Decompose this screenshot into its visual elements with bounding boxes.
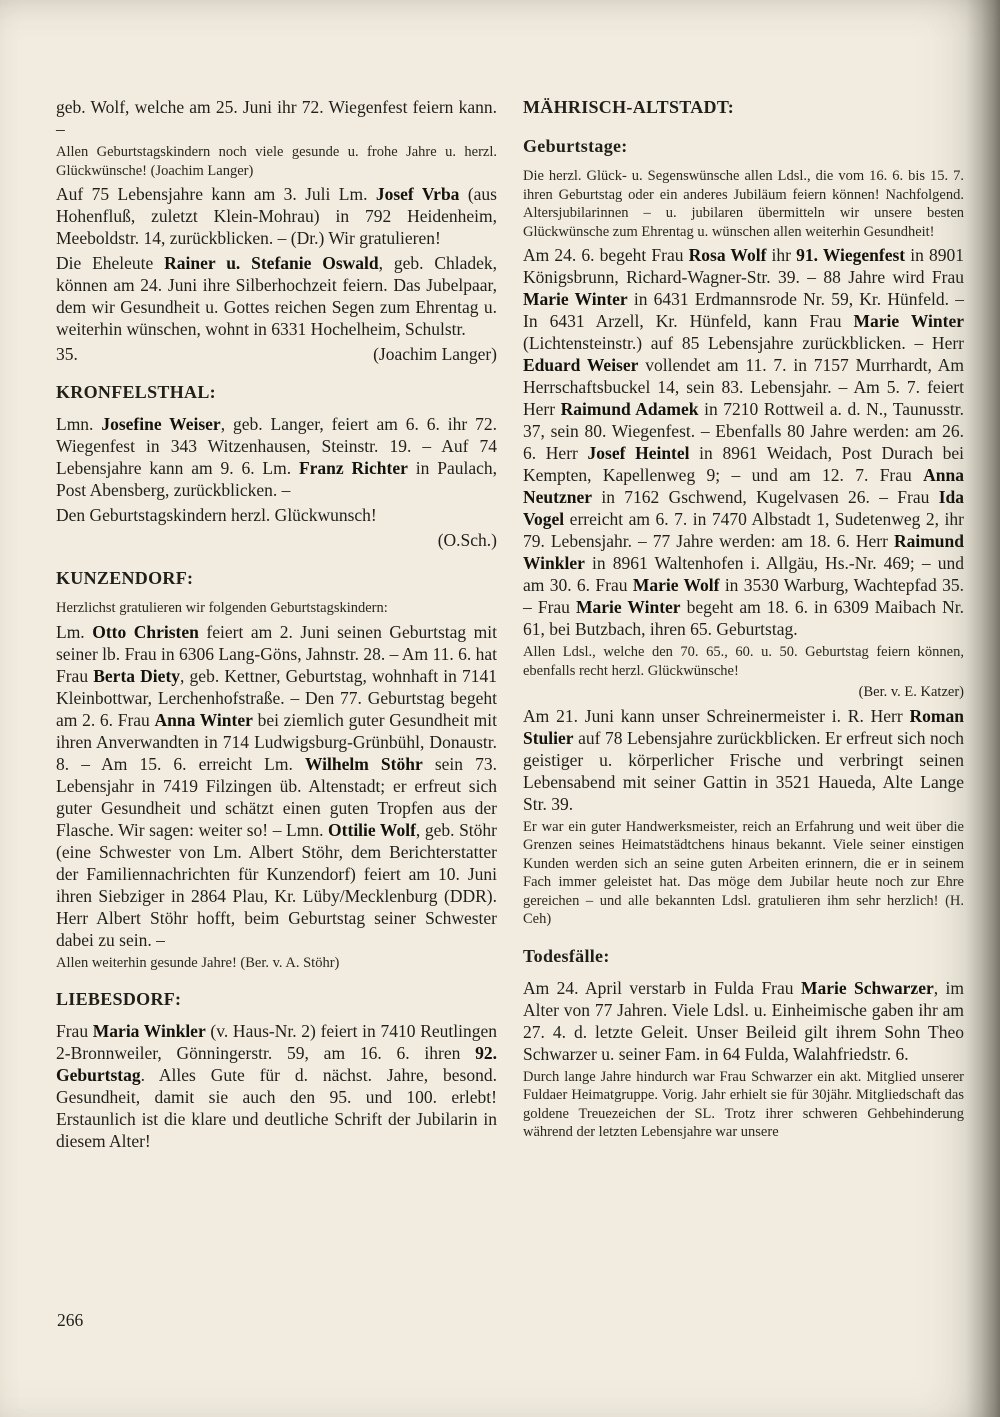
person-name-bold: Rosa Wolf bbox=[688, 245, 767, 265]
body-text: in 3530 Warburg, Wachtepfad 35. – Frau bbox=[523, 575, 964, 617]
paragraph bbox=[523, 705, 964, 815]
body-text: Allen Ldsl., welche den 70. 65., 60. u. 50. Geburtstag feiern können, ebenfalls recht herzl. Glückwünsche! bbox=[523, 644, 964, 679]
paragraph bbox=[56, 96, 497, 140]
person-name-bold: Raimund Adamek bbox=[560, 399, 699, 419]
left-column bbox=[56, 96, 497, 1155]
paragraph bbox=[523, 977, 964, 1065]
body-text: . Alles Gute für d. nächst. Jahre, besond. Gesundheit, damit sie auch den 95. und 100. erlebt! Erstaunlich ist die klare und deutliche Schrift der Jubilarin in diesem Alter! bbox=[56, 1065, 497, 1151]
paragraph bbox=[56, 621, 497, 951]
person-name-bold: Ottilie Wolf bbox=[328, 819, 416, 840]
body-text: Auf 75 Lebensjahre kann am 3. Juli Lm. bbox=[56, 184, 376, 204]
page-number: 266 bbox=[57, 1310, 84, 1330]
body-text: Am 24. April verstarb in Fulda Frau bbox=[523, 977, 801, 998]
paragraph bbox=[56, 143, 497, 180]
paragraph bbox=[523, 643, 964, 680]
body-text: , geb. Stöhr (eine Schwester von Lm. Albert Stöhr, dem Berichterstatter der Familiennachrichten für Kunzendorf) feiert am 10. Juni ihren Siebziger in 2864 Plau, Kr. Lüby/Mecklenburg (DDR). Herr Albert Stöhr hofft, beim Geburtstag seiner Schwester dabei zu sein. – bbox=[56, 819, 497, 950]
body-text: in 8961 Weidach, Post Durach bei Kempten, Kapellenweg 9; – und am 12. 7. Frau bbox=[523, 443, 964, 485]
paragraph bbox=[56, 1020, 497, 1152]
person-name-bold: Maria Winkler bbox=[92, 1021, 206, 1041]
two-column-text-area bbox=[56, 96, 964, 1155]
paragraph bbox=[56, 954, 497, 973]
section-heading: Todesfälle: bbox=[523, 945, 610, 966]
signature-text: (O.Sch.) bbox=[437, 530, 497, 550]
body-text: Er war ein guter Handwerksmeister, reich an Erfahrung und weit über die Grenzen seines Heimatstädtchens hinaus bekannt. Viele seiner einstigen Kunden werden sich an seine guten Arbeiten erinnern, die er in seinem Fach immer geleistet hat. Das möge dem Jubilar heute noch zur Ehre gereichen – und alle bekannten Ldsl. gratulieren ihm sehr herzlich! (H. Ceh) bbox=[523, 818, 964, 927]
body-text: sein 73. Lebensjahr in 7419 Filzingen üb. Altenstadt; er erfreut sich guter Gesundheit und schätzt einen guten Tropfen aus der Flasche. Wir sagen: weiter so! – Lmn. bbox=[56, 753, 497, 840]
body-text: (aus Hohenfluß, zuletzt Klein-Mohrau) in 792 Heidenheim, Meeboldstr. 14, zurückblicken. – (Dr.) Wir gratulieren! bbox=[56, 184, 497, 248]
body-text: in 8961 Waltenhofen i. Allgäu, Hs.-Nr. 469; – und am 30. 6. Frau bbox=[523, 553, 964, 595]
section-heading: KUNZENDORF: bbox=[56, 568, 194, 588]
signature-line bbox=[56, 343, 497, 365]
person-name-bold: Marie Winter bbox=[576, 597, 681, 617]
paragraph bbox=[56, 413, 497, 501]
body-text: Am 24. 6. begeht Frau bbox=[523, 245, 689, 265]
body-text: (Lichtensteinstr.) auf 85 Lebensjahre zurückblicken. – Herr bbox=[523, 333, 964, 353]
body-text: , geb. Langer, feiert am 6. 6. ihr 72. Wiegenfest in 343 Witzenhausen, Steinstr. 19. – Auf 74 Lebensjahre kann am 9. 6. Lm. bbox=[56, 414, 497, 478]
section-heading: LIEBESDORF: bbox=[56, 989, 182, 1009]
section-heading: Geburtstage: bbox=[523, 136, 628, 156]
paragraph bbox=[56, 183, 497, 249]
body-text: in 7162 Gschwend, Kugelvasen 26. – Frau bbox=[592, 487, 939, 507]
person-name-bold: Marie Winter bbox=[853, 311, 964, 331]
person-name-bold: Berta Diety bbox=[93, 665, 181, 686]
line-left-text: 35. bbox=[56, 344, 78, 364]
paragraph bbox=[523, 1068, 964, 1142]
body-text: Den Geburtstagskindern herzl. Glückwunsch! bbox=[56, 505, 377, 525]
person-name-bold: Marie Wolf bbox=[632, 575, 720, 595]
body-text: Herzlichst gratulieren wir folgenden Geburtstagskindern: bbox=[56, 600, 388, 616]
body-text: auf 78 Lebensjahre zurückblicken. Er erfreut sich noch geistiger u. körperlicher Frische und verbringt seinen Lebensabend mit seiner Gattin in 3521 Haueda, Alte Lange Str. 39. bbox=[523, 727, 964, 814]
person-name-bold: Wilhelm Stöhr bbox=[304, 753, 423, 774]
person-name-bold: 91. Wiegenfest bbox=[796, 245, 906, 265]
person-name-bold: Eduard Weiser bbox=[523, 355, 639, 375]
paragraph bbox=[56, 599, 497, 618]
section-heading: MÄHRISCH-ALTSTADT: bbox=[523, 97, 735, 117]
body-text: , geb. Kettner, Geburtstag, wohnhaft in 7141 Kleinbottwar, Lerchenhofstraße. – Den 77. Geburtstag begeht am 2. 6. Frau bbox=[56, 665, 497, 730]
body-text: in 7210 Rottweil a. d. N., Taunusstr. 37, sein 80. Wiegenfest. – Ebenfalls 80 Jahre werden: am 26. 6. Herr bbox=[523, 399, 965, 463]
body-text: Allen weiterhin gesunde Jahre! (Ber. v. A. Stöhr) bbox=[56, 954, 340, 971]
body-text: Die herzl. Glück- u. Segenswünsche allen Ldsl., die vom 16. 6. bis 15. 7. ihren Geburtstag oder ein anderes Jubiläum feiern können! Nachfolgend. Altersjubilarinnen – u. jubilaren übermitteln wir unsere besten Glückwünsche zum Ehrentag u. wünschen allen weiterhin Gesundheit! bbox=[523, 168, 964, 240]
body-text: in Paulach, Post Abensberg, zurückblicken. – bbox=[56, 458, 497, 500]
body-text: feiert am 2. Juni seinen Geburtstag mit seiner lb. Frau in 6306 Lang-Göns, Jahnstr. 28. – Am 11. 6. hat Frau bbox=[56, 621, 497, 686]
signature-text: (Ber. v. E. Katzer) bbox=[858, 684, 964, 700]
signature-text: (Joachim Langer) bbox=[373, 344, 497, 364]
paragraph bbox=[56, 252, 497, 340]
body-text: Die Eheleute bbox=[56, 253, 165, 273]
person-name-bold: Josef Heintel bbox=[587, 443, 690, 463]
body-text: begeht am 18. 6. in 6309 Maibach Nr. 61, bei Butzbach, ihren 65. Geburtstag. bbox=[523, 597, 964, 639]
body-text: Lm. bbox=[56, 621, 93, 642]
person-name-bold: Anna Neutzner bbox=[523, 465, 964, 507]
body-text: Allen Geburtstagskindern noch viele gesunde u. frohe Jahre u. herzl. Glückwünsche! (Joachim Langer) bbox=[56, 144, 497, 179]
body-text: Durch lange Jahre hindurch war Frau Schwarzer ein akt. Mitglied unserer Fuldaer Heimatgruppe. Vorig. Jahr erhielt sie für 30jähr. Mitgliedschaft das goldene Treuezeichen der SL. Trotz ihrer schweren Gehbehinderung während der letzten Lebensjahre war unsere bbox=[523, 1068, 964, 1140]
section-heading: KRONFELSTHAL: bbox=[56, 382, 216, 402]
body-text: Am 21. Juni kann unser Schreinermeister i. R. Herr bbox=[523, 705, 910, 726]
page-edge-shadow bbox=[966, 0, 1000, 1417]
paragraph bbox=[523, 244, 964, 640]
person-name-bold: Ida Vogel bbox=[523, 487, 964, 529]
person-name-bold: Anna Winter bbox=[154, 709, 253, 730]
body-text: vollendet am 11. 7. in 7157 Murrhardt, Am Herrschaftsbuckel 14, sein 83. Lebensjahr. – Am 5. 7. feiert Herr bbox=[523, 355, 964, 419]
body-text: (v. Haus-Nr. 2) feiert in 7410 Reutlingen 2-Bronnweiler, Gönningerstr. 59, am 16. 6. ihren bbox=[56, 1021, 497, 1063]
person-name-bold: Rainer u. Stefanie Oswald bbox=[164, 253, 379, 273]
body-text: , geb. Chladek, können am 24. Juni ihre Silberhochzeit feiern. Das Jubelpaar, dem wir Gesundheit u. Gottes reichen Segen zum Ehrentag u. weiterhin wünschen, wohnt in 6331 Hochelheim, Schulstr. bbox=[56, 253, 498, 339]
body-text: , im Alter von 77 Jahren. Viele Ldsl. u. Einheimische gaben ihr am 27. 4. d. letzte Geleit. Unser Beileid gilt ihrem Sohn Theo Schwarzer u. seiner Fam. in 64 Fulda, Walahfriedstr. 6. bbox=[523, 977, 965, 1064]
signature-line bbox=[523, 683, 964, 702]
body-text: Frau bbox=[56, 1021, 93, 1041]
right-column bbox=[523, 96, 964, 1155]
person-name-bold: Josefine Weiser bbox=[101, 414, 221, 434]
body-text: in 8901 Königsbrunn, Richard-Wagner-Str. 39. – 88 Jahre wird Frau bbox=[523, 245, 965, 287]
person-name-bold: 92. Geburtstag bbox=[56, 1043, 497, 1085]
paragraph bbox=[56, 504, 497, 526]
body-text: in 6431 Erdmannsrode Nr. 59, Kr. Hünfeld. – In 6431 Arzell, Kr. Hünfeld, kann Frau bbox=[523, 289, 964, 331]
body-text: geb. Wolf, welche am 25. Juni ihr 72. Wiegenfest feiern kann. – bbox=[56, 97, 497, 139]
body-text: Lmn. bbox=[56, 414, 102, 434]
person-name-bold: Raimund Winkler bbox=[523, 531, 964, 573]
person-name-bold: Otto Christen bbox=[92, 621, 199, 642]
person-name-bold: Franz Richter bbox=[298, 458, 408, 478]
signature-line bbox=[56, 529, 497, 551]
person-name-bold: Josef Vrba bbox=[375, 184, 460, 204]
person-name-bold: Roman Stulier bbox=[523, 705, 964, 748]
body-text: ihr bbox=[766, 245, 797, 265]
person-name-bold: Marie Schwarzer bbox=[800, 977, 934, 998]
body-text: erreicht am 6. 7. in 7470 Albstadt 1, Sudetenweg 2, ihr 79. Lebensjahr. – 77 Jahre werden: am 18. 6. Herr bbox=[523, 509, 964, 551]
body-text: bei ziemlich guter Gesundheit mit ihren Anverwandten in 714 Ludwigsburg-Grünbühl, Donaustr. 8. – Am 15. 6. erreicht Lm. bbox=[56, 709, 497, 774]
paragraph bbox=[523, 167, 964, 241]
paragraph bbox=[523, 818, 964, 929]
person-name-bold: Marie Winter bbox=[523, 289, 628, 309]
